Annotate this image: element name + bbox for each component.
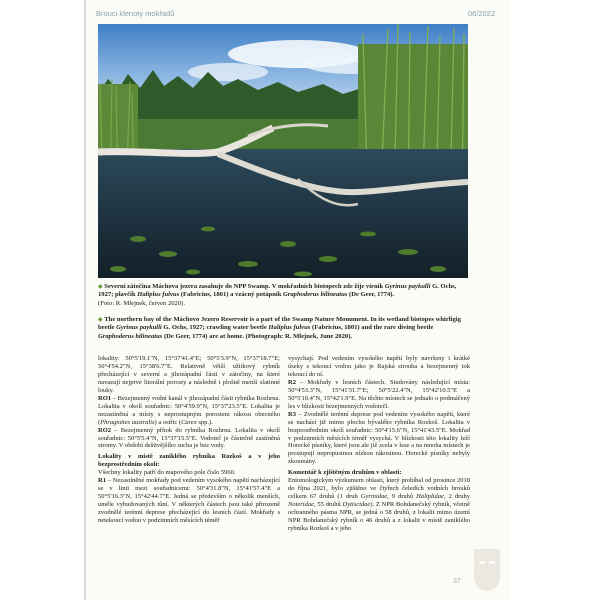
paragraph-ro2: RO2 – Bezejmenný přítok do rybníka Rozhrna. Lokalita v okolí souřadnic: 50°5'5.4"N, 15°37'15.5"E. Vodoteč je částečně zastíněná stromy. V období deštivějšího sucha je bez vody. bbox=[98, 426, 280, 450]
section-heading: Komentář k zjištěným druhům v oblasti: bbox=[288, 469, 402, 477]
caption-bullet-icon: ◆ bbox=[98, 284, 103, 290]
wetland-photo bbox=[98, 24, 468, 278]
paragraph: lokality: 50°5'19.1"N, 15°37'41.4"E; 50°5'3.9"N, 15°37'18.7"E; 50°4'54.2"N, 15°38'6.7"E. Relativně větší užitkový rybník přecházející v severní a jihozápadní části v zátočiny, na které navazují nejprve litorální porosty a následně i plošně menší slatinné louky. bbox=[98, 355, 280, 394]
page-number: 37 bbox=[453, 578, 461, 585]
caption-english: ◆ The northern bay of the Máchovo Jezero Reservoir is a part of the Swamp Nature Monument. In its wetland biotopes whirligig beetle Gyrinus paykulli G. Ochs, 1927; crawling water beetle Haliplus fulvus (Fabricius, 1801) and the rare diving beetle Graphoderus bilineatus (De Geer, 1774) are at home. (Photograph: R. Mlejnek, June 2020). bbox=[98, 316, 461, 340]
caption-bullet-icon: ◆ bbox=[98, 317, 103, 323]
caption-czech: ◆ Severní zátočina Máchova jezera zasahuje do NPP Swamp. V mokřadních biotopech zde žije vírník Gyrinus paykulli G. Ochs, 1927; plavčík Haliplus fulvus (Fabricius, 1801) a vzácný potápník Graphoderus bilineatus (De Geer, 1774). (Foto: R. Mlejnek, červen 2020). bbox=[98, 283, 457, 307]
photo-wetland-lake-icon bbox=[98, 24, 468, 278]
caption-credit: (Foto: R. Mlejnek, červen 2020). bbox=[98, 299, 185, 307]
running-head: Brouci klenoty mokřadů bbox=[96, 9, 175, 18]
paragraph: Všechny lokality patří do mapového pole číslo 5960. bbox=[98, 469, 236, 477]
section-heading: Lokality v místě zaniklého rybníka Rozkoš a v jeho bezprostředním okolí: bbox=[98, 453, 280, 469]
text-column-left bbox=[98, 355, 280, 525]
paragraph-species-summary: Entomologickým výzkumem oblasti, který probíhal od prosince 2018 do října 2021, bylo zjištěno ve čtyřech čeledích vodních brouků celkem 67 druhů (1 druh Gyrinidae, 9 druhů Haliplidae, 2 druhy Noteridae, 55 druhů Dytiscidae). Z NPR Bohdanečský rybník, včetně ochranného pásma NPR, se jedná o 58 druhů, z lokalit mimo území NPR Bohdanečský rybník o 46 druhů a z lokalit v místě zaniklého rybníka Rozkoš a v jeho bbox=[288, 477, 470, 533]
text-column-right bbox=[288, 355, 470, 533]
paragraph-r1: R1 – Nezastíněné mokřady pod vedením vysokého napětí nacházející se v linii mezi souřadnicemi: 50°4'31.8"N, 15°41'57.4"E a 50°5'16.3"N, 15°42'44.7"E. Jedná se především o několik menších, uměle vybudovaných tůní. V některých částech jsou také přirozeně zvodnělé terénní deprese přecházející do lesních částí. Mokřady s netekoucí vodou v podzimních měsících téměř bbox=[98, 477, 280, 525]
paragraph-ro1: RO1 – Bezejmenný vodní kanál v jihozápadní části rybníka Rozhrna. Lokalita v okolí souřadnic: 50°4'59.9"N, 15°37'23.5"E. Lokalita je nezastíněná a místy s neprostupným porostem rákosu obecného (Phragmites australis) a ostřic (Carex spp.). bbox=[98, 394, 280, 426]
paragraph-r3: R3 – Zvodnělé terénní deprese pod vedením vysokého napětí, které se nachází již mimo plochu bývalého rybníka Rozkoš. Lokalita v bezprostředním okolí souřadnic: 50°4'15.6"N, 15°41'43.5"E. Mokřad v podzimních měsících téměř vysychá. V blízkosti této lokality leží Horecké písníky, které jsou ale již zcela v lese a na mnoha místech je prostupují nepropustnou nízkou rákosinou. Horecké písníky nebyly zkoumány. bbox=[288, 410, 470, 466]
issue-label: 06/2022 bbox=[468, 9, 496, 18]
paragraph: vysychají. Pod vedením vysokého napětí byly navršeny i krátké úseky s tekoucí vodou jako je Rajská strouha a bezejmenný tok tekoucí do ní. bbox=[288, 355, 470, 378]
paragraph-r2: R2 – Mokřady v lesních částech. Studovány následující místa: 50°4'53.3"N, 15°41'31.7"E; 50°5'22.4"N, 15°42'10.5"E a 50°5'10.4"N, 15°42'1.9"E. Na těchto místech se jednalo o podmáčený les v blízkosti bezejmenných vodotečí. bbox=[288, 378, 470, 410]
mask-watermark-icon bbox=[470, 545, 504, 593]
